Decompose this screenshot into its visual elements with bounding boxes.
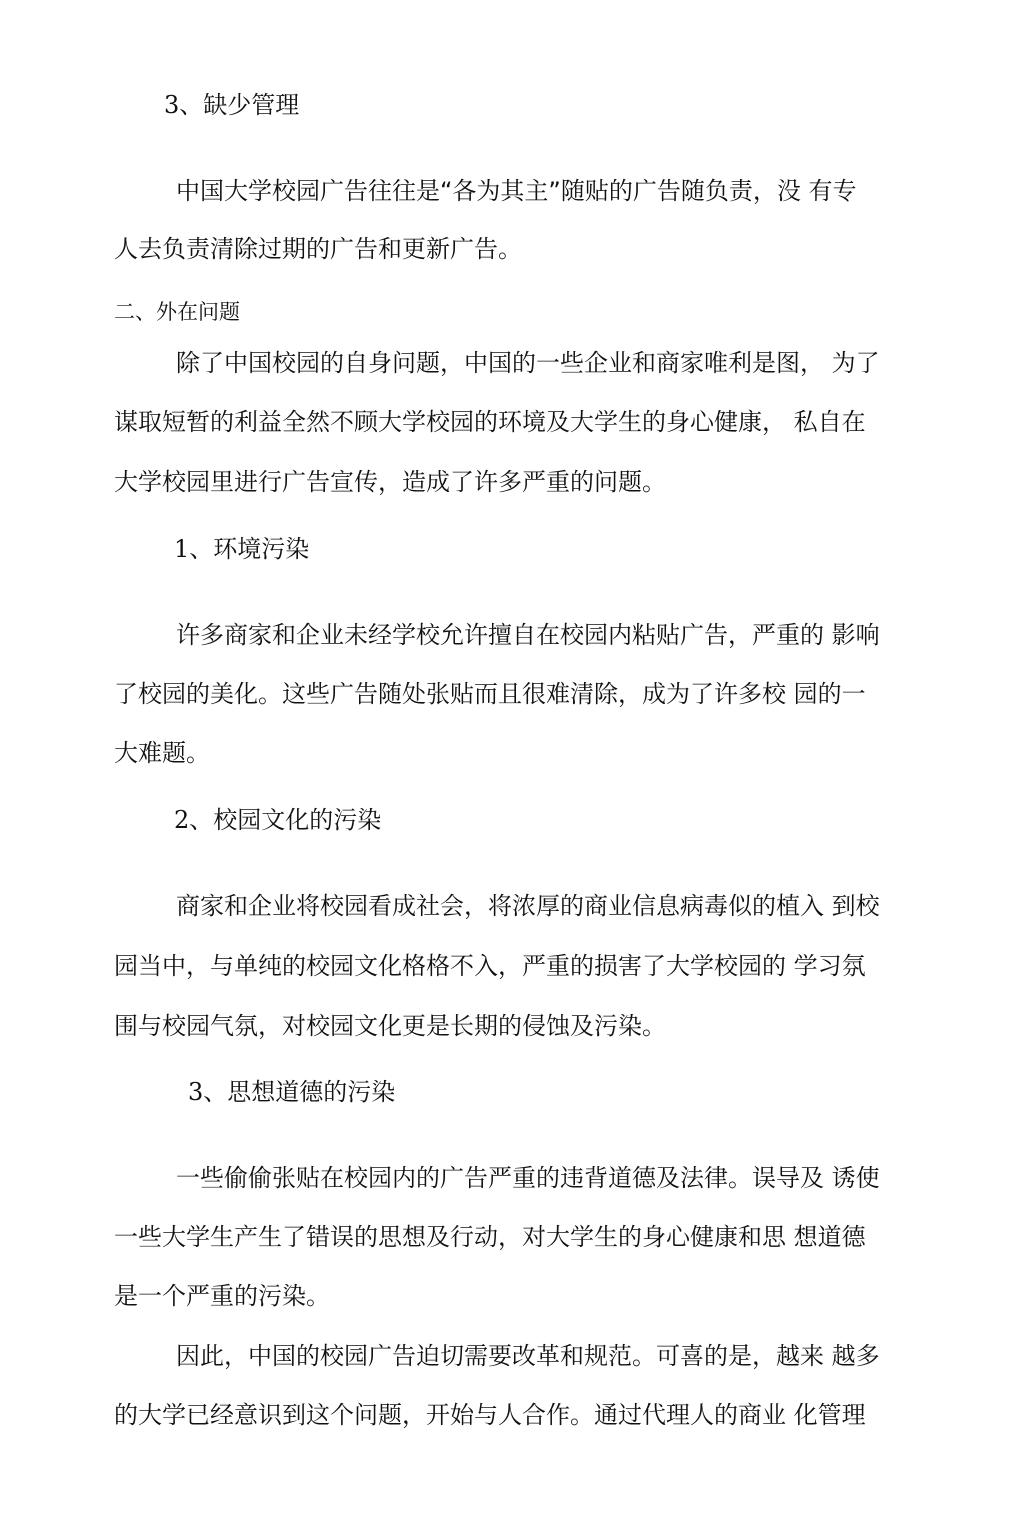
paragraph-line: 大学校园里进行广告宣传，造成了许多严重的问题。 <box>114 468 666 496</box>
section-heading-external-problems: 二、外在问题 <box>114 300 240 324</box>
paragraph-line: 是一个严重的污染。 <box>114 1282 330 1310</box>
heading-environmental-pollution: 1、环境污染 <box>174 535 310 563</box>
paragraph-line: 人去负责清除过期的广告和更新广告。 <box>114 235 522 263</box>
paragraph-line: 一些偷偷张贴在校园内的广告严重的违背道德及法律。误导及 诱使 <box>176 1164 880 1192</box>
heading-lack-of-management: 3、缺少管理 <box>164 91 300 119</box>
paragraph-line: 中国大学校园广告往往是“各为其主”随贴的广告随负责，没 有专 <box>176 177 857 205</box>
paragraph-line: 围与校园气氛，对校园文化更是长期的侵蚀及污染。 <box>114 1012 666 1040</box>
paragraph-line: 的大学已经意识到这个问题，开始与人合作。通过代理人的商业 化管理 <box>114 1401 866 1429</box>
paragraph-line: 除了中国校园的自身问题，中国的一些企业和商家唯利是图， 为了 <box>176 349 880 377</box>
paragraph-line: 因此，中国的校园广告迫切需要改革和规范。可喜的是，越来 越多 <box>176 1342 880 1370</box>
paragraph-line: 大难题。 <box>114 739 210 767</box>
paragraph-line: 园当中，与单纯的校园文化格格不入，严重的损害了大学校园的 学习氛 <box>114 952 866 980</box>
heading-campus-culture-pollution: 2、校园文化的污染 <box>174 806 382 834</box>
paragraph-line: 了校园的美化。这些广告随处张贴而且很难清除，成为了许多校 园的一 <box>114 680 866 708</box>
heading-moral-pollution: 3、思想道德的污染 <box>188 1078 396 1106</box>
paragraph-line: 商家和企业将校园看成社会，将浓厚的商业信息病毒似的植入 到校 <box>176 892 880 920</box>
paragraph-line: 一些大学生产生了错误的思想及行动，对大学生的身心健康和思 想道德 <box>114 1223 866 1251</box>
paragraph-line: 谋取短暂的利益全然不顾大学校园的环境及大学生的身心健康， 私自在 <box>114 408 866 436</box>
paragraph-line: 许多商家和企业未经学校允许擅自在校园内粘贴广告，严重的 影响 <box>176 621 880 649</box>
